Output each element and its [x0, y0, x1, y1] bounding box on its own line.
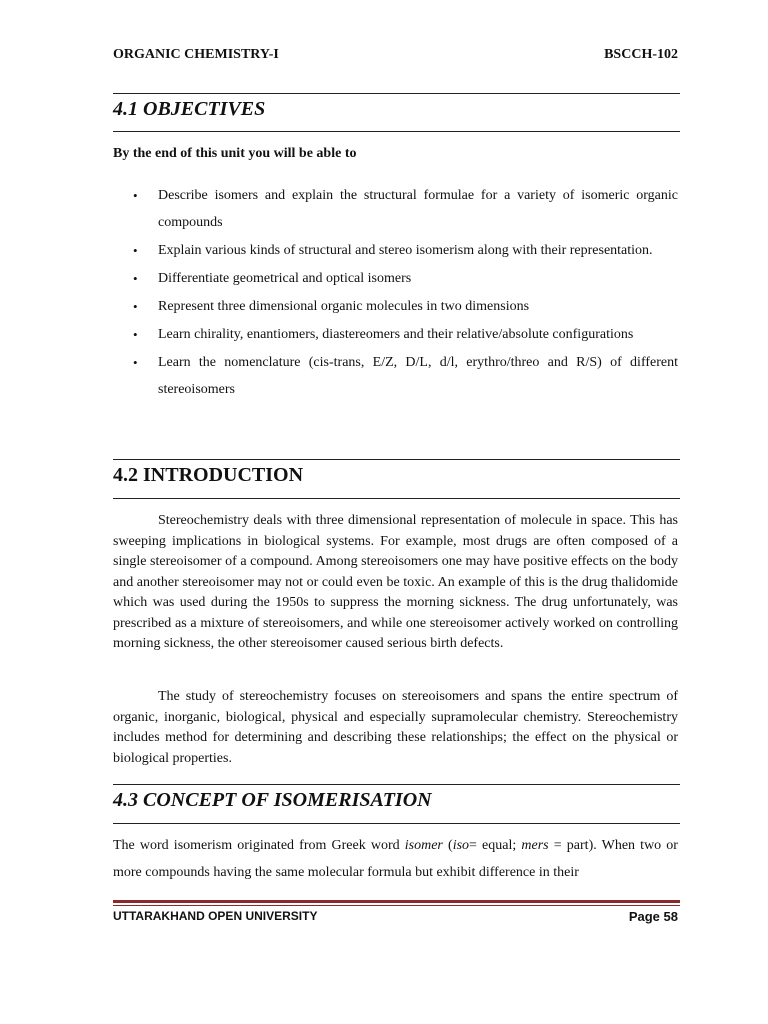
running-header	[113, 47, 678, 65]
text-run: = part). When two or more compounds having the same molecular formula but exhibit difference in their	[113, 838, 678, 880]
list-item	[113, 293, 678, 320]
list-item-text: Learn chirality, enantiomers, diastereomers and their relative/absolute configurations	[158, 327, 634, 342]
running-footer	[113, 909, 678, 927]
term-isomer: isomer	[404, 838, 443, 853]
list-item	[113, 265, 678, 292]
footer-rule-thin	[113, 905, 680, 906]
section-title-objectives: 4.1 OBJECTIVES	[113, 98, 266, 120]
bullet-icon: •	[133, 243, 138, 258]
section-rule-top	[113, 93, 680, 94]
text-run: The word isomerism originated from Greek word	[113, 838, 405, 853]
section-rule-bottom	[113, 498, 680, 499]
bullet-icon: •	[133, 355, 138, 370]
text-run: = equal;	[469, 838, 522, 853]
list-item-text: Differentiate geometrical and optical isomers	[158, 271, 412, 286]
term-iso: iso	[452, 838, 470, 853]
intro-paragraph: The study of stereochemistry focuses on stereoisomers and spans the entire spectrum of organic, inorganic, biological, physical and especially supramolecular chemistry. Stereochemistry includes method for determining and describing these relationships; the effect on the physical or biological properties.	[113, 689, 678, 766]
university-name: UTTARAKHAND OPEN UNIVERSITY	[113, 909, 318, 923]
section-title-introduction: 4.2 INTRODUCTION	[113, 464, 304, 486]
text-run: (	[442, 838, 453, 853]
section-rule-bottom	[113, 131, 680, 132]
objectives-lead: By the end of this unit you will be able to	[113, 146, 357, 161]
bullet-icon: •	[133, 271, 138, 286]
term-mers: mers	[521, 838, 549, 853]
course-title: ORGANIC CHEMISTRY-I	[113, 47, 279, 62]
section-title-isomerisation: 4.3 CONCEPT OF ISOMERISATION	[113, 789, 432, 811]
list-item	[113, 349, 678, 403]
list-item	[113, 237, 678, 264]
list-item-text: Learn the nomenclature (cis-trans, E/Z, D/L, d/l, erythro/threo and R/S) of different stereoisomers	[158, 355, 678, 397]
intro-paragraph: Stereochemistry deals with three dimensional representation of molecule in space. This has sweeping implications in biological systems. For example, most drugs are often composed of a single stereoisomer of a compound. Among stereoisomers one may have positive effects on the body and another stereoisomer may not or could even be toxic. An example of this is the drug thalidomide which was used during the 1950s to suppress the morning sickness. The drug unfortunately, was prescribed as a mixture of stereoisomers, and while one stereoisomer actively worked on controlling morning sickness, the other stereoisomer caused serious birth defects.	[113, 513, 678, 651]
section-rule-top	[113, 459, 680, 460]
bullet-icon: •	[133, 188, 138, 203]
section-rule-bottom	[113, 823, 680, 824]
page-number: Page 58	[628, 909, 678, 924]
section-rule-top	[113, 784, 680, 785]
list-item	[113, 321, 678, 348]
objectives-list	[113, 182, 678, 404]
course-code: BSCCH-102	[604, 47, 678, 62]
footer-rule	[113, 900, 680, 903]
list-item	[113, 182, 678, 236]
list-item-text: Represent three dimensional organic molecules in two dimensions	[158, 299, 530, 314]
bullet-icon: •	[133, 299, 138, 314]
list-item-text: Explain various kinds of structural and stereo isomerism along with their representation.	[158, 243, 653, 258]
bullet-icon: •	[133, 327, 138, 342]
list-item-text: Describe isomers and explain the structural formulae for a variety of isomeric organic compounds	[158, 188, 678, 230]
isomerisation-paragraph	[113, 832, 678, 886]
